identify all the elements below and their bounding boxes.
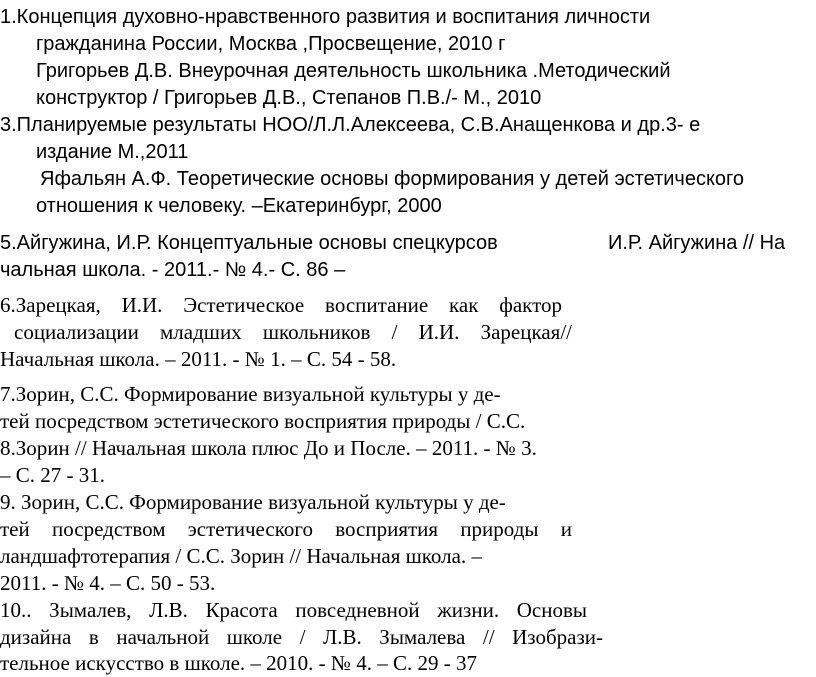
reference-10-line-3: тельное искусство в школе. – 2010. - № 4. – С. 29 - 37 [0,651,477,675]
reference-7-line-1: 7.Зорин, С.С. Формирование визуальной культуры у де- [0,382,501,406]
reference-1-line-2: гражданина России, Москва ,Просвещение, 2010 г [36,33,506,55]
reference-3-line-2: издание М.,2011 [36,141,189,163]
reference-1-line-1: 1.Концепция духовно-нравственного развития и воспитания личности [0,6,651,28]
reference-9-line-2: тей посредством эстетического восприятия природы и [0,517,572,541]
reference-6-line-2: социализации младших школьников / И.И. Зарецкая// [14,320,572,344]
reference-5-line-1-right: И.Р. Айгужина // На [608,232,786,254]
reference-4-line-2: отношения к человеку. –Екатеринбург, 2000 [36,195,442,217]
reference-4-line-1: Яфальян А.Ф. Теоретические основы формирования у детей эстетического [40,168,745,190]
reference-9-line-1: 9. Зорин, С.С. Формирование визуальной культуры у де- [0,490,506,514]
reference-5-line-1: 5.Айгужина, И.Р. Концептуальные основы спецкурсов [0,232,498,254]
reference-6-line-1: 6.Зарецкая, И.И. Эстетическое воспитание как фактор [0,293,562,317]
reference-2-line-1: Григорьев Д.В. Внеурочная деятельность школьника .Методический [36,60,671,82]
reference-9-line-4: 2011. - № 4. – С. 50 - 53. [0,571,216,595]
reference-9-line-3: ландшафтотерапия / С.С. Зорин // Начальная школа. – [0,544,482,568]
reference-7-line-2: тей посредством эстетического восприятия природы / С.С. [0,409,526,433]
reference-10-line-2: дизайна в начальной школе / Л.В. Зымалева // Изобрази- [0,625,603,649]
reference-2-line-2: конструктор / Григорьев Д.В., Степанов П.В./- М., 2010 [36,87,542,109]
reference-10-line-1: 10.. Зымалев, Л.В. Красота повседневной жизни. Основы [0,598,587,622]
reference-8-line-2: – С. 27 - 31. [0,463,105,487]
reference-5-line-2: чальная школа. - 2011.- № 4.- С. 86 – [0,259,346,281]
reference-6-line-3: Начальная школа. – 2011. - № 1. – С. 54 - 58. [0,347,397,371]
reference-8-line-1: 8.Зорин // Начальная школа плюс До и После. – 2011. - № 3. [0,436,537,460]
reference-3-line-1: 3.Планируемые результаты НОО/Л.Л.Алексеева, С.В.Анащенкова и др.3- е [0,114,701,136]
